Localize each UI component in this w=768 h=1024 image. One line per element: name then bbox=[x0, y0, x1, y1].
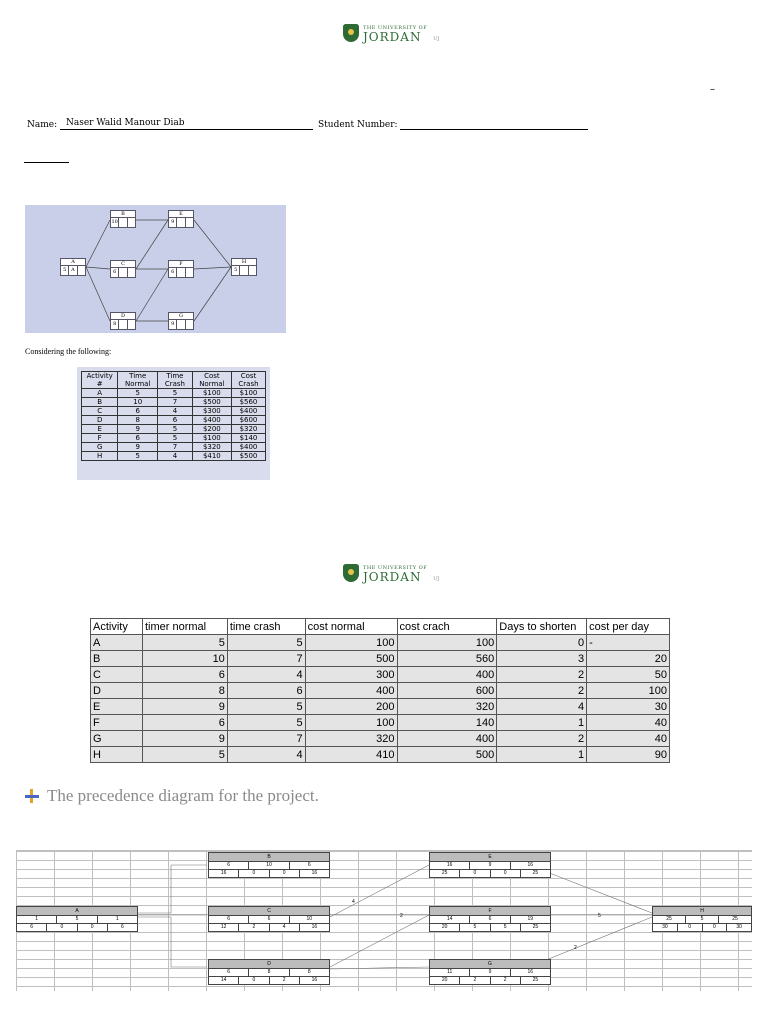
logo-line2: JORDAN bbox=[363, 30, 422, 44]
university-logo bbox=[343, 24, 439, 42]
university-logo-2 bbox=[343, 564, 439, 582]
link-label: 4 bbox=[352, 899, 355, 905]
logo-line1: THE UNIVERSITY OF bbox=[363, 565, 428, 571]
table-row: C 6 4 $300 $400 bbox=[82, 407, 266, 416]
table-row: G 9 7 $320 $400 bbox=[82, 443, 266, 452]
image-table-header: Activity # Time Normal Time Crash Cost Normal Cost Crash bbox=[82, 372, 266, 389]
net-node-f: F 6 bbox=[168, 260, 194, 278]
table-row: F 6 5 100 140 1 40 bbox=[91, 715, 670, 731]
net-node-a: A 5 A bbox=[60, 258, 86, 276]
precedence-node-h: H 25 5 25 30 0 0 30 bbox=[652, 906, 752, 932]
net-node-h: H 5 bbox=[231, 258, 257, 276]
student-number-label: Student Number: bbox=[318, 120, 398, 130]
table-row: A 5 5 $100 $100 bbox=[82, 389, 266, 398]
table-row: F 6 5 $100 $140 bbox=[82, 434, 266, 443]
precedence-node-c: C 6 6 10 12 2 4 16 bbox=[208, 906, 330, 932]
table-header-row: Activity timer normal time crash cost normal cost crach Days to shorten cost per day bbox=[91, 619, 670, 635]
table-row: C 6 4 300 400 2 50 bbox=[91, 667, 670, 683]
net-node-e: E 9 bbox=[168, 210, 194, 228]
table-row: B 10 7 500 560 3 20 bbox=[91, 651, 670, 667]
crash-cost-table bbox=[90, 618, 670, 763]
shield-icon bbox=[343, 24, 359, 42]
table-row: H 5 4 $410 $500 bbox=[82, 452, 266, 461]
net-node-g: G 9 bbox=[168, 312, 194, 330]
name-value: Naser Walid Manour Diab bbox=[66, 118, 185, 128]
precedence-node-g: G 11 9 16 20 2 2 25 bbox=[429, 959, 551, 985]
name-field[interactable] bbox=[60, 118, 313, 130]
logo-sub: UJ bbox=[433, 36, 440, 42]
table-row: A 5 5 100 100 0 - bbox=[91, 635, 670, 651]
precedence-heading-row bbox=[25, 786, 319, 806]
logo-line1: THE UNIVERSITY OF bbox=[363, 25, 428, 31]
link-label: 2 bbox=[574, 945, 577, 951]
table-row: H 5 4 410 500 1 90 bbox=[91, 747, 670, 763]
table-row: G 9 7 320 400 2 40 bbox=[91, 731, 670, 747]
shield-icon bbox=[343, 564, 359, 582]
image-table bbox=[81, 371, 266, 461]
bullet-pin-icon bbox=[25, 789, 39, 803]
net-node-c: C 6 bbox=[110, 260, 136, 278]
logo-line2: JORDAN bbox=[363, 570, 422, 584]
network-diagram-image bbox=[25, 205, 286, 333]
table-row: D 8 6 400 600 2 100 bbox=[91, 683, 670, 699]
precedence-heading: The precedence diagram for the project. bbox=[47, 786, 319, 805]
student-number-field[interactable] bbox=[400, 118, 588, 130]
corner-mark: – bbox=[710, 84, 715, 95]
net-node-d: D 8 bbox=[110, 312, 136, 330]
precedence-node-f: F 14 6 19 20 5 5 25 bbox=[429, 906, 551, 932]
table-row: E 9 5 200 320 4 30 bbox=[91, 699, 670, 715]
table-row: B 10 7 $500 $560 bbox=[82, 398, 266, 407]
precedence-node-a: A 1 5 1 6 0 0 6 bbox=[16, 906, 138, 932]
table-row: D 8 6 $400 $600 bbox=[82, 416, 266, 425]
considering-text: Considering the following: bbox=[25, 347, 112, 356]
precedence-node-e: E 16 9 16 25 0 0 25 bbox=[429, 852, 551, 878]
image-table-box bbox=[77, 367, 270, 480]
name-label: Name: bbox=[27, 120, 58, 130]
precedence-node-b: B 6 10 6 16 0 0 16 bbox=[208, 852, 330, 878]
table-row: E 9 5 $200 $320 bbox=[82, 425, 266, 434]
logo-sub: UJ bbox=[433, 576, 440, 582]
link-label: 2 bbox=[400, 913, 403, 919]
precedence-diagram bbox=[16, 850, 752, 991]
net-node-b: B 10 bbox=[110, 210, 136, 228]
link-label: 5 bbox=[598, 913, 601, 919]
precedence-node-d: D 6 8 8 14 0 2 16 bbox=[208, 959, 330, 985]
short-rule bbox=[24, 162, 69, 163]
